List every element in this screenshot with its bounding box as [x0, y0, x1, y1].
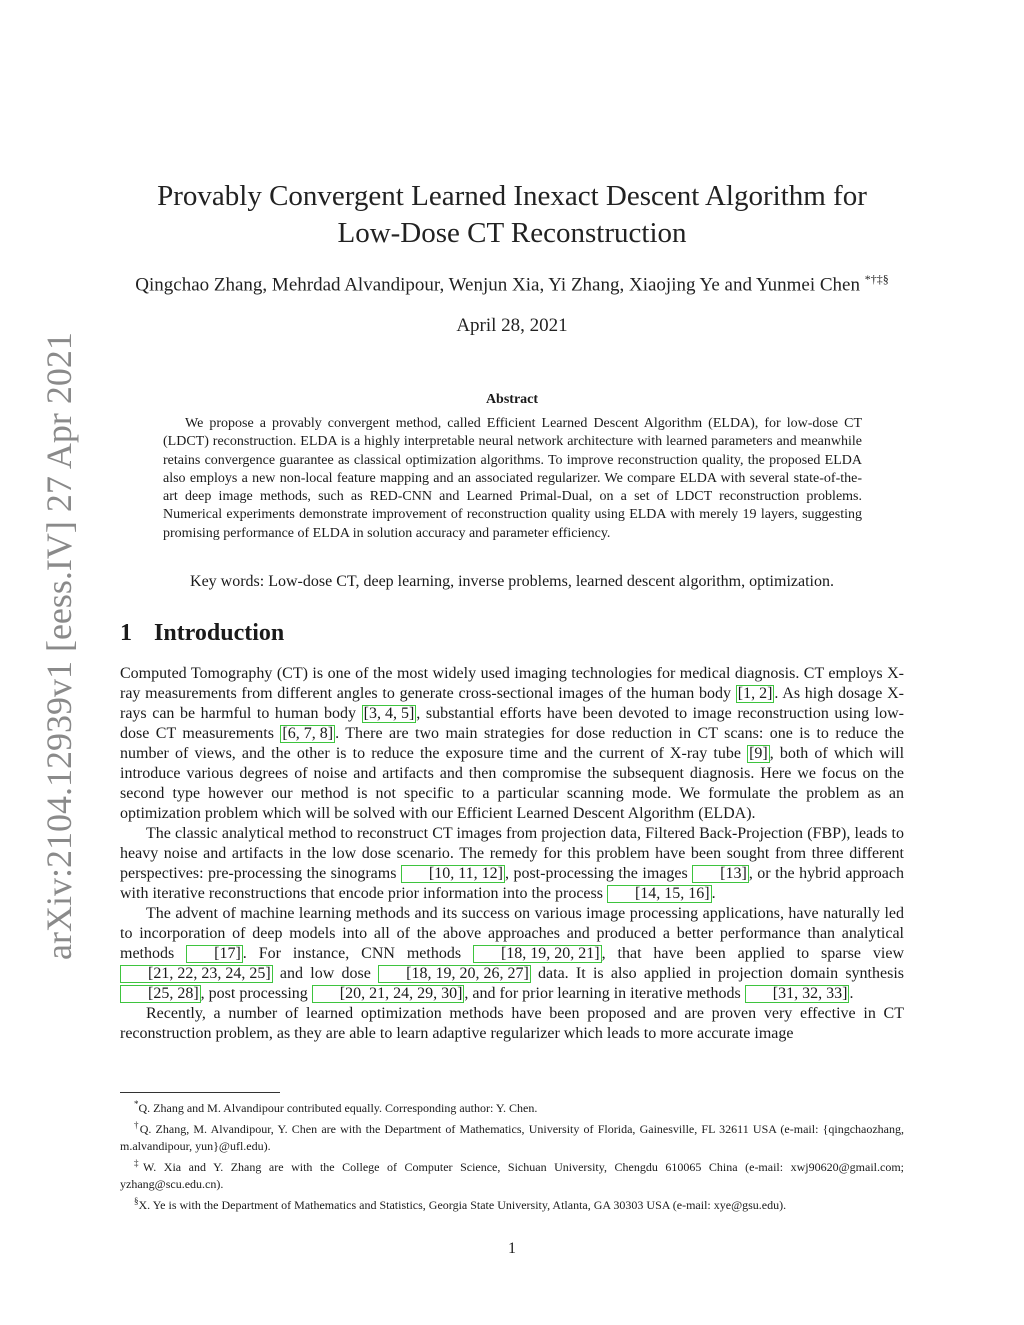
- citation-link[interactable]: [21, 22, 23, 24, 25]: [120, 965, 273, 983]
- body-text: [120, 664, 904, 1044]
- footnote: [120, 1117, 904, 1155]
- citation-link[interactable]: [17]: [186, 945, 243, 963]
- footnote: [120, 1193, 904, 1214]
- footnote-divider: [120, 1092, 280, 1093]
- author-names: Qingchao Zhang, Mehrdad Alvandipour, Wenjun Xia, Yi Zhang, Xiaojing Ye and Yunmei Chen: [135, 274, 860, 296]
- section-heading: [120, 620, 284, 647]
- citation-link[interactable]: [10, 11, 12]: [401, 865, 505, 883]
- citation-link[interactable]: [20, 21, 24, 29, 30]: [312, 985, 465, 1003]
- text-run: data. It is also applied in projection domain synthesis: [530, 965, 904, 982]
- arxiv-sidebar: [38, 332, 84, 960]
- footnote-mark: †: [134, 1120, 140, 1130]
- text-run: , post processing: [200, 985, 312, 1002]
- footnote: [120, 1096, 904, 1117]
- paragraph-1: [120, 664, 904, 824]
- citation-link[interactable]: [1, 2]: [737, 685, 773, 702]
- citation-link[interactable]: [31, 32, 33]: [745, 985, 850, 1003]
- footnotes: [120, 1096, 904, 1214]
- abstract-text: We propose a provably convergent method, called Efficient Learned Descent Algorithm (ELDA), for low-dose CT (LDCT) reconstruction. ELDA is a highly interpretable neural network architecture with learned parameters and meanwhile retains convergence guarantee as classical optimization algorithms. To improve reconstruction quality, the proposed ELDA also employs a new non-local feature mapping and an associated regularizer. We compare ELDA with several state-of-the-art deep image methods, such as RED-CNN and Learned Primal-Dual, on a set of LDCT reconstruction problems. Numerical experiments demonstrate improvement of reconstruction quality using ELDA with merely 19 layers, suggesting promising performance of ELDA in solution accuracy and parameter efficiency.: [163, 416, 862, 541]
- citation-link[interactable]: [18, 19, 20, 26, 27]: [378, 965, 531, 983]
- text-run: The classic analytical method to reconstruct CT images from projection data, Filtered Back-Projection (FBP), leads to heavy noise and artifacts in the low dose scenario. The remedy for this problem have been sought from three different perspectives: pre-processing the sinograms: [120, 825, 904, 882]
- paragraph-4: Recently, a number of learned optimization methods have been proposed and are proven very effective in CT reconstruction problem, as they are able to learn adaptive regularizer which leads to more accurate image: [120, 1005, 904, 1042]
- text-run: and low dose: [272, 965, 379, 982]
- text-run: , and for prior learning in iterative methods: [464, 985, 745, 1002]
- text-run: , both of which will introduce various degrees of noise and artifacts and then compromise the subsequent diagnosis. Here we focus on the second type however our method is not specific to a particular scanning mode. We formulate the problem as an optimization problem which will be solved with our Efficient Learned Descent Algorithm (ELDA).: [120, 745, 905, 822]
- citation-link[interactable]: [25, 28]: [120, 985, 201, 1003]
- title-line-2: Low-Dose CT Reconstruction: [337, 217, 687, 249]
- paragraph-2: [120, 824, 904, 904]
- text-run: , that have been applied to sparse view: [601, 945, 904, 962]
- page-number: 1: [508, 1240, 516, 1257]
- footnote-text: W. Xia and Y. Zhang are with the College of Computer Science, Sichuan University, Chengdu 610065 China (e-mail: xwj90620@gmail.com; yzhang@scu.edu.cn).: [120, 1160, 905, 1191]
- text-run: .: [711, 885, 716, 902]
- footnote: [120, 1155, 904, 1193]
- section-title: Introduction: [154, 620, 285, 646]
- citation-link[interactable]: [6, 7, 8]: [282, 725, 334, 742]
- footnote-text: X. Ye is with the Department of Mathematics and Statistics, Georgia State University, Atlanta, GA 30303 USA (e-mail: xye@gsu.edu).: [138, 1198, 787, 1212]
- section-number: 1: [120, 620, 132, 646]
- text-run: .: [849, 985, 854, 1002]
- text-run: , or the hybrid approach with iterative reconstructions that encode prior information into the process: [120, 865, 904, 902]
- paper-title: [120, 178, 904, 252]
- citation-link[interactable]: [3, 4, 5]: [363, 705, 415, 722]
- footnote-text: Q. Zhang, M. Alvandipour, Y. Chen are with the Department of Mathematics, University of Florida, Gainesville, FL 32611 USA (e-mail: {qingchaozhang, m.alvandipour, yun}@ufl.edu).: [120, 1122, 905, 1153]
- text-run: . There are two main strategies for dose reduction in CT scans: one is to reduce the number of views, and the other is to reduce the exposure time and the current of X-ray tube: [120, 725, 905, 762]
- footnote-mark: ‡: [134, 1158, 144, 1168]
- text-run: , post-processing the images: [504, 865, 693, 882]
- title-line-1: Provably Convergent Learned Inexact Descent Algorithm for: [157, 180, 867, 212]
- keywords: Key words: Low-dose CT, deep learning, inverse problems, learned descent algorithm, optimization.: [190, 573, 834, 590]
- footnote-mark: §: [134, 1196, 139, 1206]
- footnote-mark: *: [134, 1099, 139, 1109]
- arxiv-identifier: arXiv:2104.12939v1 [eess.IV] 27 Apr 2021: [39, 332, 79, 960]
- author-marks: *†‡§: [864, 272, 889, 286]
- citation-link[interactable]: [18, 19, 20, 21]: [473, 945, 602, 963]
- text-run: . For instance, CNN methods: [242, 945, 473, 962]
- citation-link[interactable]: [13]: [692, 865, 749, 883]
- text-run: . As high dosage X-rays can be harmful to human body: [120, 685, 905, 722]
- publication-date: April 28, 2021: [456, 315, 568, 336]
- citation-link[interactable]: [9]: [749, 745, 768, 762]
- text-run: Computed Tomography (CT) is one of the most widely used imaging technologies for medical diagnosis. CT employs X-ray measurements from different angles to generate cross-sectional images of the human body: [120, 665, 904, 702]
- paragraph-3: [120, 904, 904, 1004]
- author-list: [100, 272, 924, 296]
- text-run: , substantial efforts have been devoted to image reconstruction using low-dose CT measurements: [120, 705, 904, 742]
- text-run: The advent of machine learning methods and its success on various image processing applications, have naturally led to incorporation of deep models into all of the above approaches and produced a better performance than analytical methods: [120, 905, 904, 962]
- footnote-text: Q. Zhang and M. Alvandipour contributed equally. Corresponding author: Y. Chen.: [138, 1101, 538, 1115]
- citation-link[interactable]: [14, 15, 16]: [607, 885, 712, 903]
- abstract-heading: Abstract: [485, 392, 539, 407]
